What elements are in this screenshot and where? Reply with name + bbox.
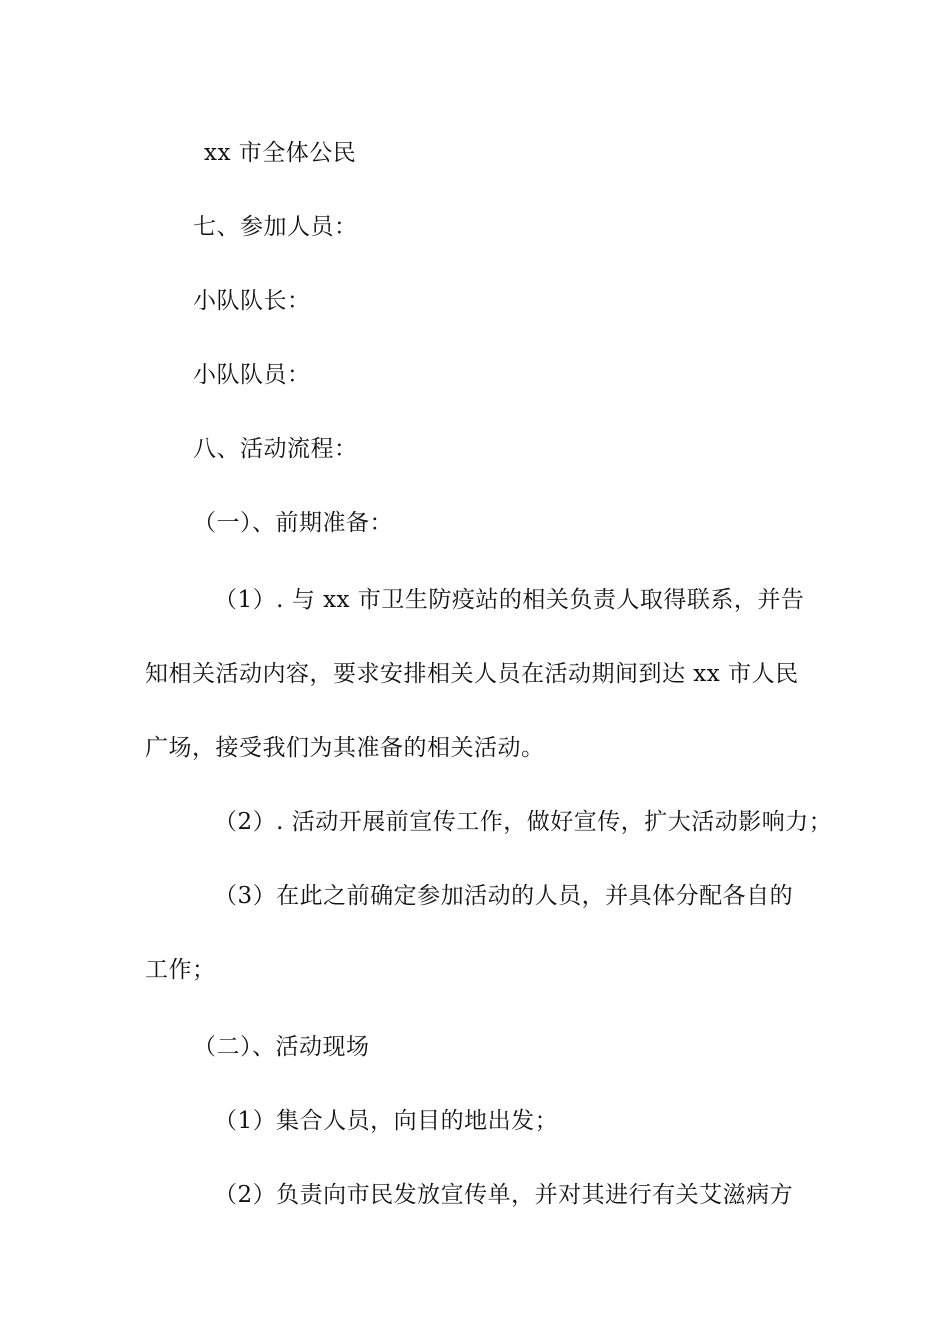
audience-text: xx 市全体公民	[204, 140, 357, 166]
section-heading-process: 八、活动流程：	[193, 436, 358, 462]
paragraph-line: （2）负责向市民发放宣传单，并对其进行有关艾滋病方	[214, 1182, 794, 1208]
paragraph-line: （2）. 活动开展前宣传工作，做好宣传，扩大活动影响力；	[214, 809, 833, 835]
team-leader-label: 小队队长：	[193, 288, 311, 314]
paragraph-line: （1）集合人员，向目的地出发；	[214, 1108, 559, 1134]
section-heading-participants: 七、参加人员：	[193, 214, 358, 240]
subsection-heading-preparation: （一）、前期准备：	[193, 510, 393, 536]
subsection-heading-onsite: （二）、活动现场	[193, 1034, 370, 1060]
paragraph-line: （3）在此之前确定参加活动的人员，并具体分配各自的	[214, 883, 794, 909]
paragraph-line: 知相关活动内容，要求安排相关人员在活动期间到达 xx 市人民	[145, 661, 799, 687]
paragraph-line: 广场，接受我们为其准备的相关活动。	[145, 735, 545, 761]
paragraph-line: （1）. 与 xx 市卫生防疫站的相关负责人取得联系，并告	[214, 587, 805, 613]
team-member-label: 小队队员：	[193, 362, 311, 388]
paragraph-line: 工作；	[145, 957, 216, 983]
